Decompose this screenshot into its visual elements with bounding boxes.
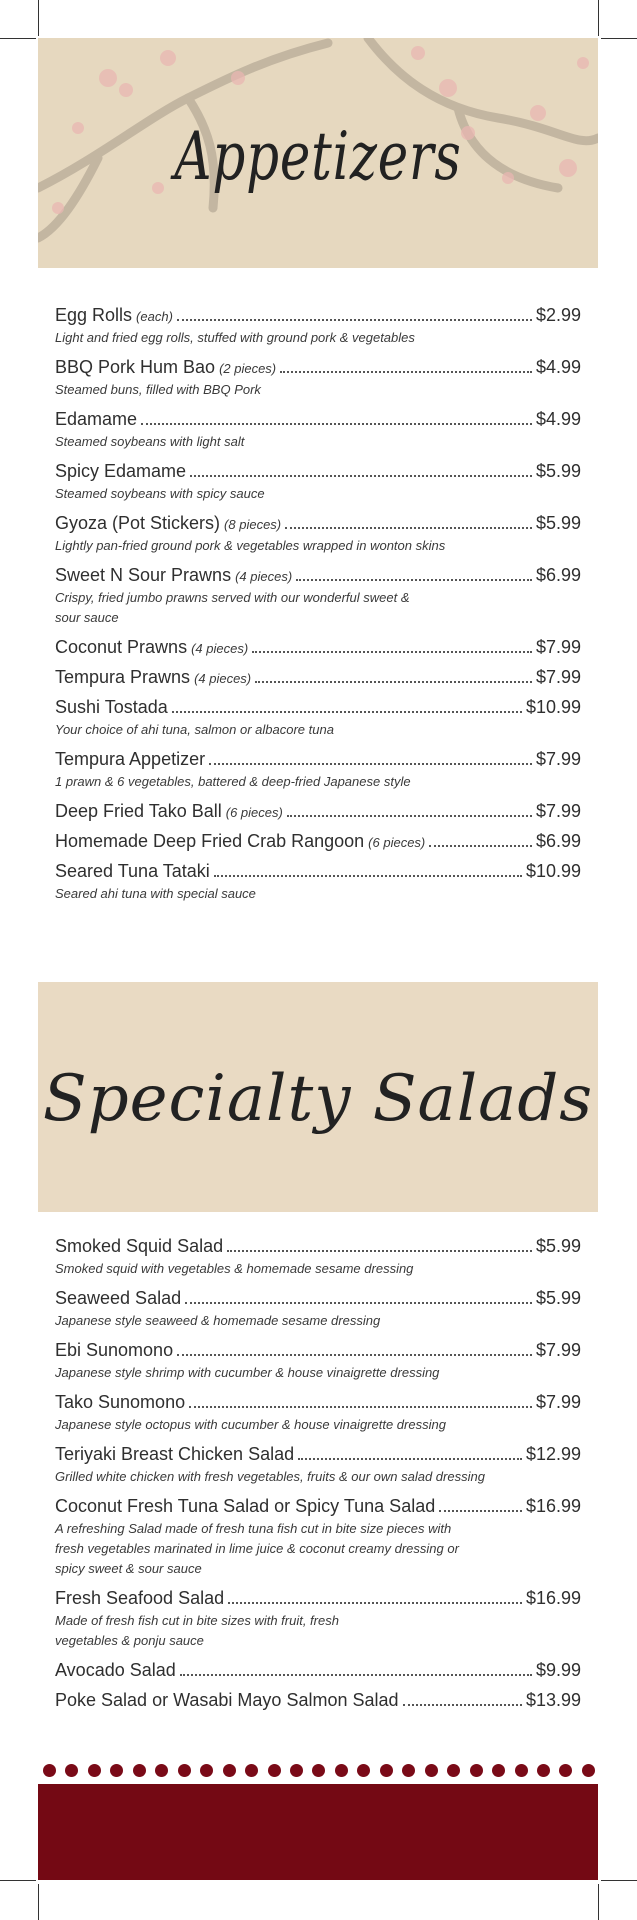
dot-leader xyxy=(228,1602,522,1604)
salads-heading: Specialty Salads xyxy=(42,1062,594,1136)
menu-item xyxy=(55,357,581,400)
menu-item-name: Egg Rolls xyxy=(55,305,133,325)
decorative-dot xyxy=(492,1764,505,1777)
decorative-dot xyxy=(245,1764,258,1777)
dot-leader xyxy=(285,527,532,529)
dot-leader xyxy=(190,475,532,477)
salads-list xyxy=(55,1236,581,1711)
dot-leader xyxy=(252,651,532,653)
menu-item-description: Made of fresh fish cut in bite sizes with fruit, fresh vegetables & ponju sauce xyxy=(55,1613,339,1648)
decorative-dot xyxy=(312,1764,325,1777)
menu-item xyxy=(55,1340,581,1383)
menu-item-description: 1 prawn & 6 vegetables, battered & deep-fried Japanese style xyxy=(55,774,411,789)
menu-item-description: Grilled white chicken with fresh vegetables, fruits & our own salad dressing xyxy=(55,1469,485,1484)
menu-item-row xyxy=(55,667,581,688)
menu-item-description: A refreshing Salad made of fresh tuna fish cut in bite size pieces with fresh vegetables marinated in lime juice & coconut creamy dressing or spicy sweet & sour sauce xyxy=(55,1521,459,1576)
menu-item-price: $4.99 xyxy=(535,409,581,429)
menu-item-name: BBQ Pork Hum Bao xyxy=(55,357,216,377)
menu-item xyxy=(55,801,581,822)
menu-item-description: Japanese style seaweed & homemade sesame dressing xyxy=(55,1313,381,1328)
menu-item-description: Steamed soybeans with light salt xyxy=(55,434,245,449)
menu-item-row xyxy=(55,565,581,586)
dot-leader xyxy=(141,423,532,425)
footer-band xyxy=(38,1784,598,1880)
menu-item-name: Spicy Edamame xyxy=(55,461,187,481)
menu-item-row xyxy=(55,1288,581,1309)
menu-item xyxy=(55,749,581,792)
dot-leader xyxy=(287,815,532,817)
menu-item-row xyxy=(55,1588,581,1609)
menu-item-name: Sushi Tostada xyxy=(55,697,168,717)
menu-item-name: Teriyaki Breast Chicken Salad xyxy=(55,1444,295,1464)
dot-leader xyxy=(209,763,532,765)
menu-item-price: $7.99 xyxy=(535,801,581,821)
decorative-dot xyxy=(65,1764,78,1777)
appetizers-list xyxy=(55,305,581,904)
menu-item-name: Seaweed Salad xyxy=(55,1288,182,1308)
decorative-dot xyxy=(290,1764,303,1777)
crop-mark xyxy=(601,38,637,39)
menu-item xyxy=(55,1496,581,1579)
menu-item-name: Tempura Prawns xyxy=(55,667,191,687)
menu-item-price: $13.99 xyxy=(525,1690,581,1710)
menu-item-price: $10.99 xyxy=(525,697,581,717)
menu-item-row xyxy=(55,861,581,882)
dot-border xyxy=(43,1764,595,1777)
crop-mark xyxy=(598,0,599,36)
dot-leader xyxy=(189,1406,532,1408)
dot-leader xyxy=(298,1458,522,1460)
dot-leader xyxy=(280,371,532,373)
menu-item xyxy=(55,831,581,852)
menu-item-row xyxy=(55,1392,581,1413)
dot-leader xyxy=(185,1302,532,1304)
menu-item-description: Crispy, fried jumbo prawns served with our wonderful sweet & sour sauce xyxy=(55,590,410,625)
menu-item-portion: (6 pieces) xyxy=(225,805,283,820)
decorative-dot xyxy=(335,1764,348,1777)
menu-item-row xyxy=(55,461,581,482)
menu-item-row xyxy=(55,831,581,852)
decorative-dot xyxy=(470,1764,483,1777)
appetizers-heading: Appetizers xyxy=(174,118,462,195)
dot-leader xyxy=(296,579,532,581)
menu-item-portion: (each) xyxy=(136,309,173,324)
menu-item-price: $12.99 xyxy=(525,1444,581,1464)
menu-item-row xyxy=(55,801,581,822)
decorative-dot xyxy=(268,1764,281,1777)
menu-item-description: Lightly pan-fried ground pork & vegetables wrapped in wonton skins xyxy=(55,538,446,553)
menu-item-name: Coconut Fresh Tuna Salad or Spicy Tuna Salad xyxy=(55,1496,436,1516)
menu-item-price: $5.99 xyxy=(535,461,581,481)
menu-item-name: Seared Tuna Tataki xyxy=(55,861,210,881)
menu-item-price: $5.99 xyxy=(535,1236,581,1256)
menu-item-name: Tempura Appetizer xyxy=(55,749,206,769)
menu-item-price: $7.99 xyxy=(535,667,581,687)
menu-item-row xyxy=(55,1660,581,1681)
decorative-dot xyxy=(515,1764,528,1777)
decorative-dot xyxy=(133,1764,146,1777)
menu-item-price: $7.99 xyxy=(535,1392,581,1412)
decorative-dot xyxy=(380,1764,393,1777)
menu-item-name: Avocado Salad xyxy=(55,1660,176,1680)
menu-item-description: Your choice of ahi tuna, salmon or albacore tuna xyxy=(55,722,334,737)
menu-item xyxy=(55,1288,581,1331)
menu-item-row xyxy=(55,357,581,378)
menu-item-price: $16.99 xyxy=(525,1496,581,1516)
menu-item xyxy=(55,409,581,452)
menu-item-price: $2.99 xyxy=(535,305,581,325)
decorative-dot xyxy=(88,1764,101,1777)
menu-item-portion: (4 pieces) xyxy=(194,671,252,686)
menu-item-portion: (2 pieces) xyxy=(219,361,277,376)
decorative-dot xyxy=(559,1764,572,1777)
crop-mark xyxy=(601,1880,637,1881)
decorative-dot xyxy=(155,1764,168,1777)
dot-leader xyxy=(172,711,522,713)
menu-item-description: Japanese style shrimp with cucumber & house vinaigrette dressing xyxy=(55,1365,440,1380)
salads-banner xyxy=(38,982,598,1212)
menu-item-row xyxy=(55,409,581,430)
menu-item-description: Light and fried egg rolls, stuffed with ground pork & vegetables xyxy=(55,330,415,345)
menu-item-name: Poke Salad or Wasabi Mayo Salmon Salad xyxy=(55,1690,399,1710)
menu-item-row xyxy=(55,1444,581,1465)
menu-item-row xyxy=(55,637,581,658)
menu-item-name: Tako Sunomono xyxy=(55,1392,186,1412)
menu-item-price: $10.99 xyxy=(525,861,581,881)
dot-leader xyxy=(403,1704,522,1706)
menu-item-price: $6.99 xyxy=(535,831,581,851)
menu-item-portion: (4 pieces) xyxy=(191,641,249,656)
menu-item-row xyxy=(55,305,581,326)
dot-leader xyxy=(180,1674,532,1676)
menu-item-description: Seared ahi tuna with special sauce xyxy=(55,886,256,901)
menu-item-name: Gyoza (Pot Stickers) xyxy=(55,513,221,533)
menu-item-portion: (8 pieces) xyxy=(224,517,282,532)
crop-mark xyxy=(0,1880,36,1881)
menu-item-price: $4.99 xyxy=(535,357,581,377)
menu-item-row xyxy=(55,1496,581,1517)
menu-item-description: Steamed soybeans with spicy sauce xyxy=(55,486,265,501)
menu-item-description: Smoked squid with vegetables & homemade sesame dressing xyxy=(55,1261,414,1276)
menu-item-price: $9.99 xyxy=(535,1660,581,1680)
menu-item-price: $5.99 xyxy=(535,1288,581,1308)
dot-leader xyxy=(177,319,532,321)
menu-item-name: Edamame xyxy=(55,409,138,429)
menu-item xyxy=(55,461,581,504)
menu-item xyxy=(55,861,581,904)
decorative-dot xyxy=(357,1764,370,1777)
decorative-dot xyxy=(447,1764,460,1777)
menu-item-row xyxy=(55,1690,581,1711)
decorative-dot xyxy=(200,1764,213,1777)
menu-item xyxy=(55,1236,581,1279)
dot-leader xyxy=(227,1250,532,1252)
menu-item-portion: (4 pieces) xyxy=(235,569,293,584)
menu-item-price: $7.99 xyxy=(535,637,581,657)
crop-mark xyxy=(38,0,39,36)
menu-item xyxy=(55,513,581,556)
menu-item-name: Ebi Sunomono xyxy=(55,1340,174,1360)
menu-item xyxy=(55,565,581,628)
menu-item-name: Sweet N Sour Prawns xyxy=(55,565,232,585)
menu-item-name: Coconut Prawns xyxy=(55,637,188,657)
menu-item-row xyxy=(55,697,581,718)
menu-item-price: $5.99 xyxy=(535,513,581,533)
decorative-dot xyxy=(402,1764,415,1777)
menu-item-price: $16.99 xyxy=(525,1588,581,1608)
dot-leader xyxy=(214,875,522,877)
menu-item xyxy=(55,697,581,740)
decorative-dot xyxy=(425,1764,438,1777)
menu-item-price: $7.99 xyxy=(535,1340,581,1360)
menu-item-row xyxy=(55,749,581,770)
menu-item xyxy=(55,1444,581,1487)
crop-mark xyxy=(0,38,36,39)
menu-item xyxy=(55,1588,581,1651)
decorative-dot xyxy=(537,1764,550,1777)
menu-item xyxy=(55,1392,581,1435)
menu-item-name: Deep Fried Tako Ball xyxy=(55,801,222,821)
menu-item-name: Smoked Squid Salad xyxy=(55,1236,224,1256)
dot-leader xyxy=(439,1510,522,1512)
decorative-dot xyxy=(178,1764,191,1777)
appetizers-banner xyxy=(38,38,598,268)
decorative-dot xyxy=(582,1764,595,1777)
decorative-dot xyxy=(43,1764,56,1777)
menu-item-description: Japanese style octopus with cucumber & house vinaigrette dressing xyxy=(55,1417,446,1432)
menu-item xyxy=(55,637,581,658)
menu-item-name: Homemade Deep Fried Crab Rangoon xyxy=(55,831,365,851)
menu-item xyxy=(55,667,581,688)
decorative-dot xyxy=(110,1764,123,1777)
menu-item xyxy=(55,1690,581,1711)
decorative-dot xyxy=(223,1764,236,1777)
dot-leader xyxy=(429,845,532,847)
menu-item-row xyxy=(55,1340,581,1361)
crop-mark xyxy=(38,1884,39,1920)
dot-leader xyxy=(255,681,532,683)
menu-item-row xyxy=(55,513,581,534)
menu-item-description: Steamed buns, filled with BBQ Pork xyxy=(55,382,261,397)
menu-item-name: Fresh Seafood Salad xyxy=(55,1588,225,1608)
dot-leader xyxy=(177,1354,532,1356)
crop-mark xyxy=(598,1884,599,1920)
menu-item-price: $7.99 xyxy=(535,749,581,769)
menu-item xyxy=(55,1660,581,1681)
menu-item-portion: (6 pieces) xyxy=(368,835,426,850)
menu-item xyxy=(55,305,581,348)
menu-item-price: $6.99 xyxy=(535,565,581,585)
menu-item-row xyxy=(55,1236,581,1257)
